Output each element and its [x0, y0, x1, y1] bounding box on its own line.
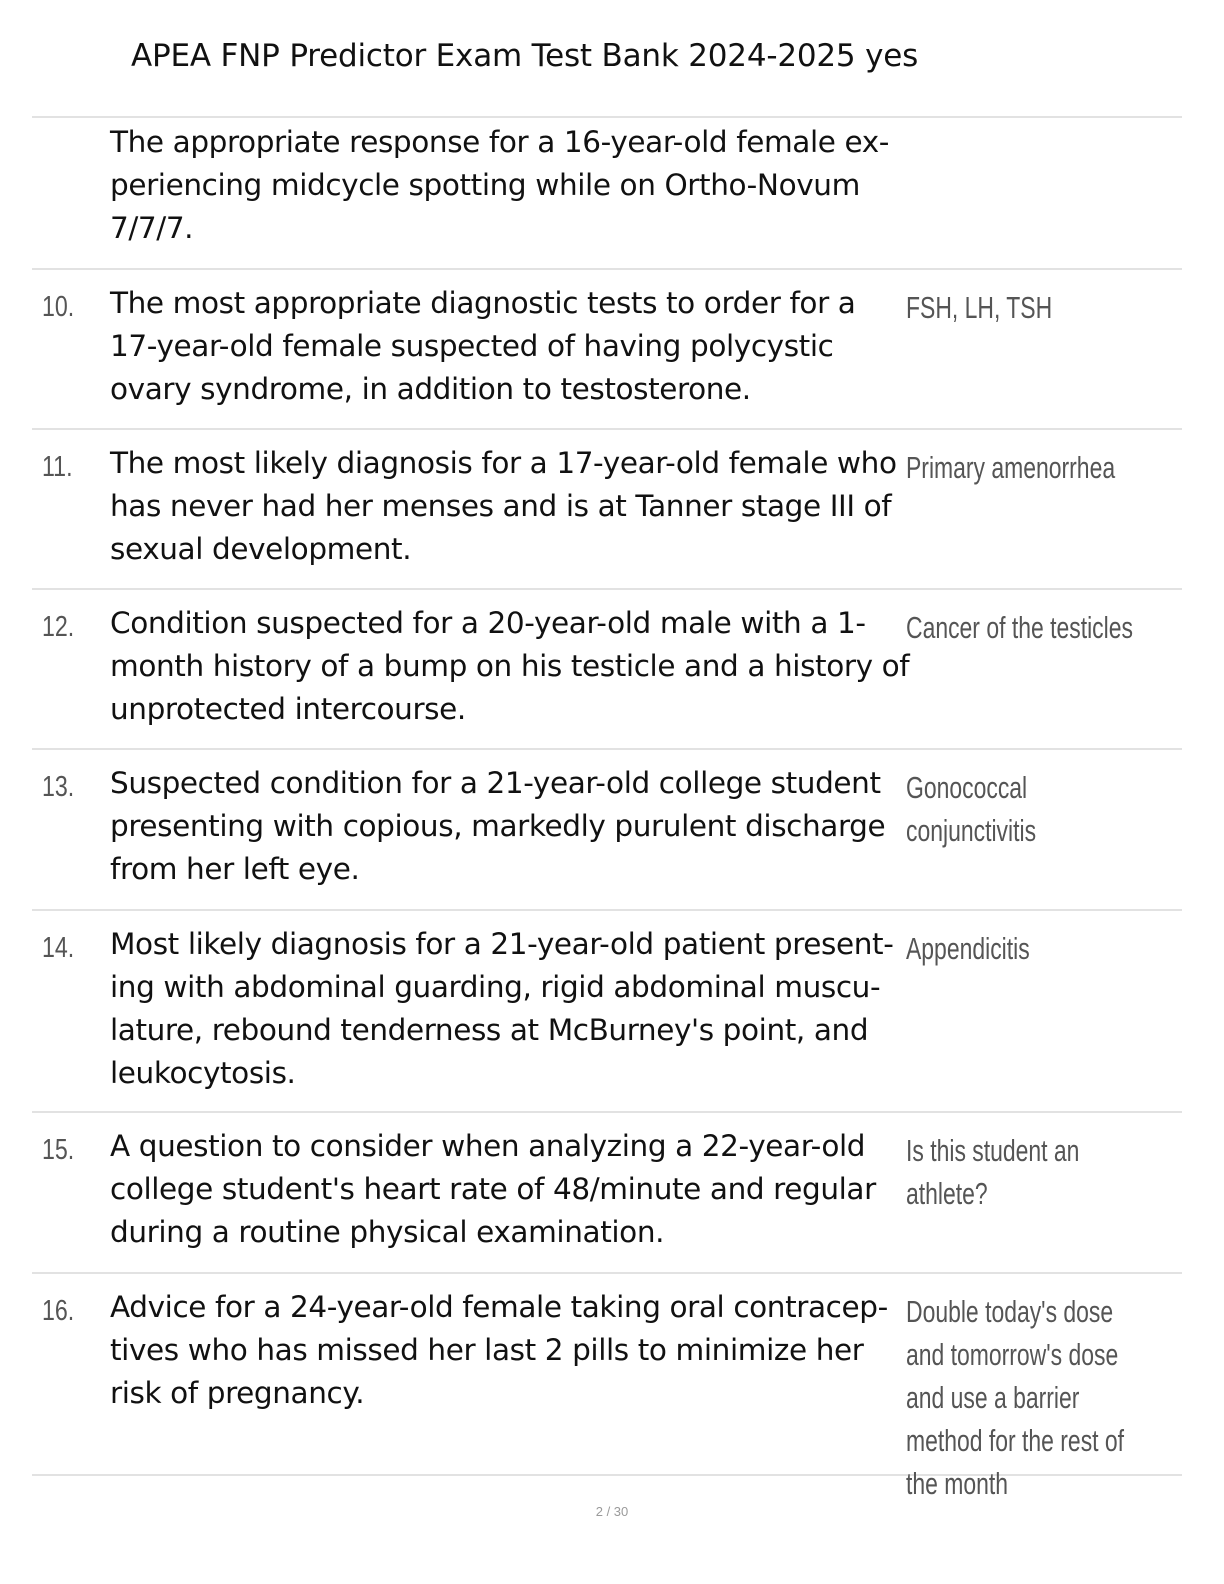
table-row: [32, 116, 1182, 268]
row-number: 14.: [42, 932, 75, 964]
question-text: The appropriate response for a 16-year-old female experiencing midcycle spotting while on Ortho-Novum 7/7/7.: [110, 125, 890, 245]
answer-text: Double today's dose and tomorrow's dose and use a barrier method for the rest of the month: [906, 1294, 1125, 1501]
table-row: [32, 748, 1182, 909]
row-number: 10.: [42, 291, 75, 323]
table-row: [32, 268, 1182, 428]
document-title: APEA FNP Predictor Exam Test Bank 2024-2025 yes: [131, 38, 919, 74]
row-number: 13.: [42, 771, 75, 803]
question-text: The most likely diagnosis for a 17-year-old female who has never had her menses and is at Tanner stage III of sexual development.: [110, 446, 897, 566]
table-row: [32, 909, 1182, 1111]
question-text: The most appropriate diagnostic tests to order for a 17-year-old female suspected of having polycystic ovary syndrome, in addition to testosterone.: [110, 286, 856, 406]
answer-text: Is this student an athlete?: [906, 1133, 1080, 1211]
row-number: 16.: [42, 1295, 75, 1327]
table-row: [32, 428, 1182, 588]
answer-text: Gonococcal conjunctivitis: [906, 770, 1037, 848]
table-row: [32, 1111, 1182, 1272]
table-row: [32, 588, 1182, 748]
answer-text: Primary amenorrhea: [906, 450, 1116, 485]
question-text: A question to consider when analyzing a 22-year-old college student's heart rate of 48/minute and regular during a routine physical examination.: [110, 1129, 876, 1249]
answer-text: Cancer of the testicles: [906, 610, 1133, 645]
answer-text: FSH, LH, TSH: [906, 290, 1053, 325]
page-number: 2 / 30: [595, 1504, 629, 1519]
row-number: 15.: [42, 1134, 75, 1166]
question-text: Most likely diagnosis for a 21-year-old patient presenting with abdominal guarding, rigid abdominal musculature, rebound tenderness at McBurney's point, and leukocytosis.: [110, 927, 894, 1090]
table-row: [32, 1272, 1182, 1501]
question-text: Advice for a 24-year-old female taking oral contraceptives who has missed her last 2 pills to minimize her risk of pregnancy.: [110, 1290, 889, 1410]
row-number: 12.: [42, 611, 75, 643]
question-text: Condition suspected for a 20-year-old male with a 1-month history of a bump on his testicle and a history of unprotected intercourse.: [110, 606, 910, 726]
flashcard-table: [32, 116, 1182, 1501]
answer-text: Appendicitis: [906, 931, 1030, 966]
row-number: 11.: [42, 451, 73, 483]
question-text: Suspected condition for a 21-year-old college student presenting with copious, markedly purulent discharge from her left eye.: [110, 766, 886, 886]
